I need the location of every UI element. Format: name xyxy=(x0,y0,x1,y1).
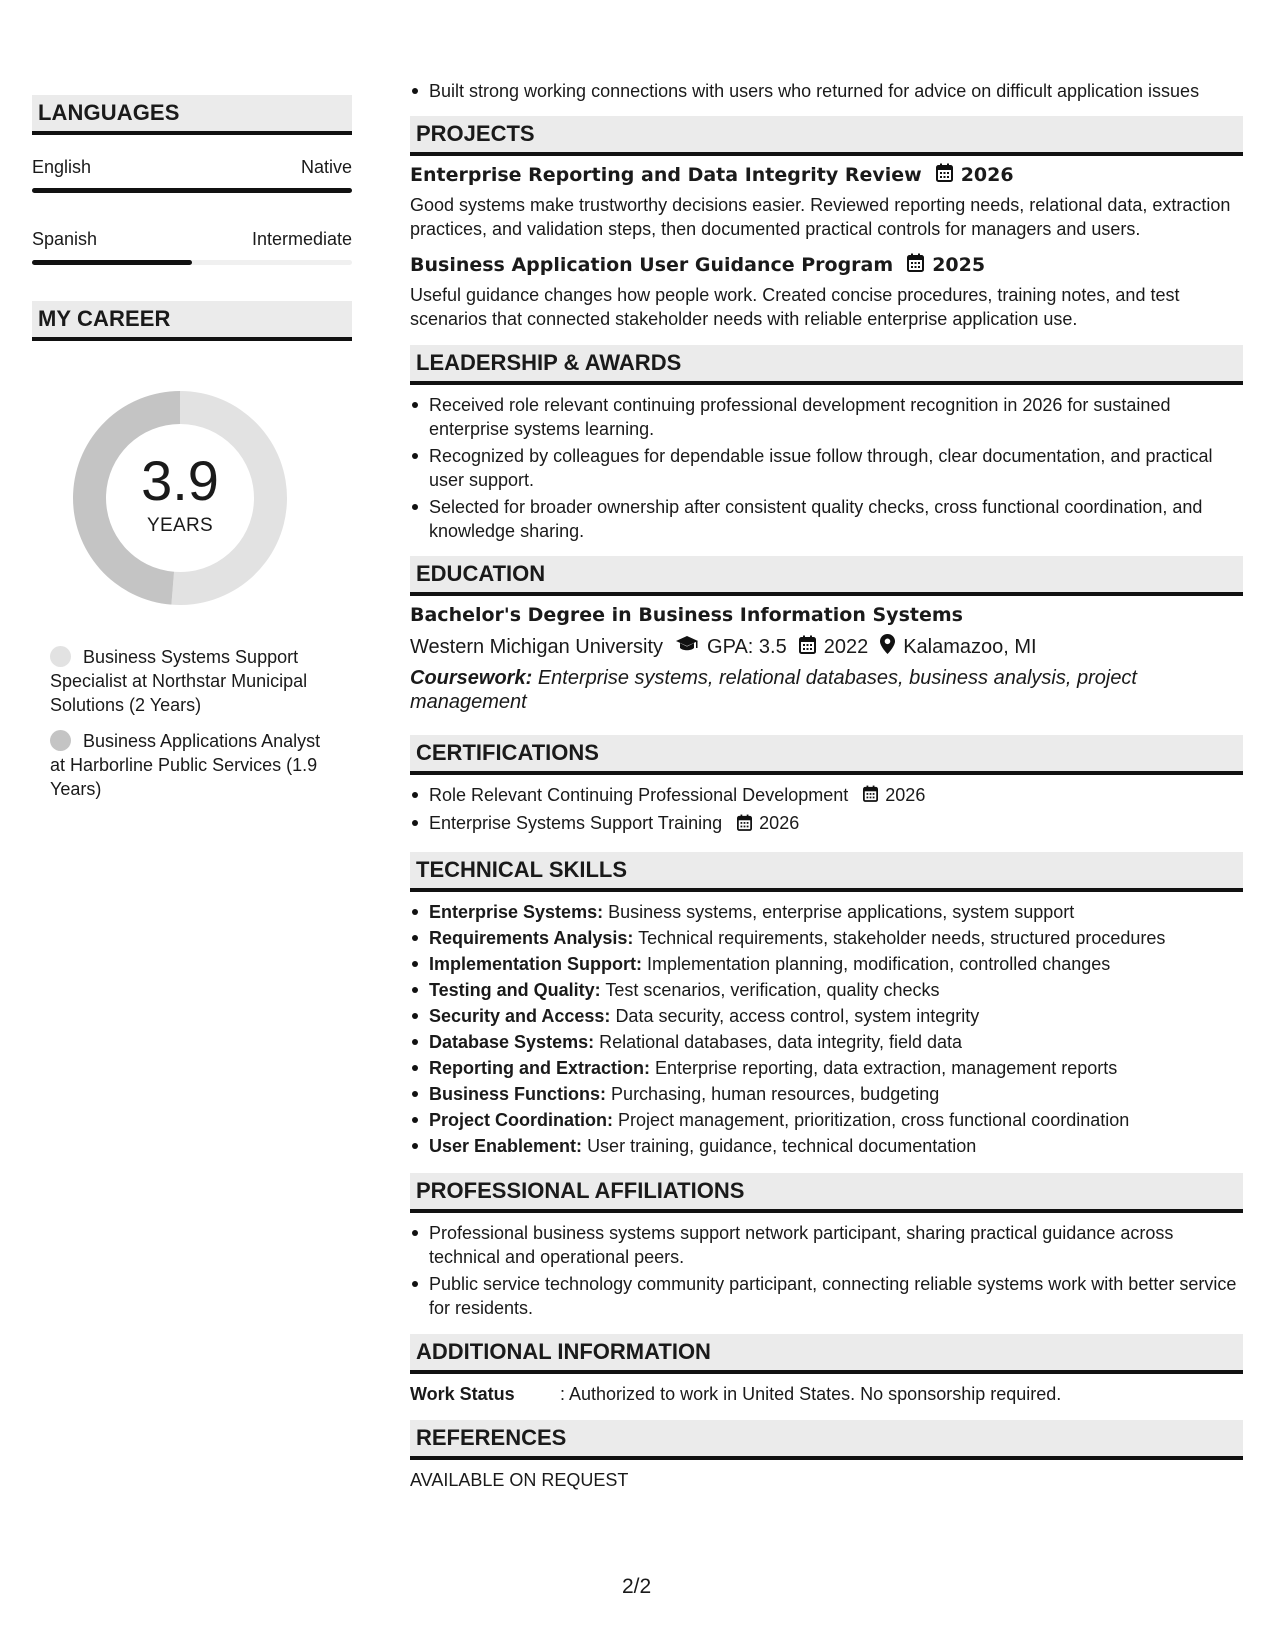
leadership-bullet: Received role relevant continuing professional development recognition in 2026 for sustained enterprise systems learning. xyxy=(410,393,1243,441)
skill-label: Database Systems: xyxy=(429,1031,595,1052)
certifications-list xyxy=(410,783,1243,837)
skill-label: Testing and Quality: xyxy=(429,979,601,1000)
career-total-unit: YEARS xyxy=(147,515,213,536)
coursework-text: Enterprise systems, relational databases, business analysis, project management xyxy=(410,667,1137,713)
leadership-bullet: Recognized by colleagues for dependable issue follow through, clear documentation, and practical user support. xyxy=(410,444,1243,492)
page-number: 2/2 xyxy=(622,1575,652,1598)
project-year: 2026 xyxy=(960,164,1014,186)
education-location: Kalamazoo, MI xyxy=(903,635,1037,658)
skill-item xyxy=(410,1108,1243,1132)
career-legend-item xyxy=(50,645,340,717)
references-text: AVAILABLE ON REQUEST xyxy=(410,1469,629,1490)
certification-name: Enterprise Systems Support Training xyxy=(429,813,723,834)
project-item xyxy=(410,253,1243,331)
skill-label: Enterprise Systems: xyxy=(429,901,604,922)
calendar-icon xyxy=(799,635,816,660)
skill-value: Project management, prioritization, cross functional coordination xyxy=(618,1109,1130,1130)
skill-label: Project Coordination: xyxy=(429,1109,613,1130)
skill-item xyxy=(410,1082,1243,1106)
skill-label: Security and Access: xyxy=(429,1005,611,1026)
skill-label: Business Functions: xyxy=(429,1083,607,1104)
certification-item xyxy=(410,811,1243,836)
project-title: Business Application User Guidance Program xyxy=(410,254,894,276)
leadership-heading: LEADERSHIP & AWARDS xyxy=(410,345,1243,385)
affiliation-bullet: Professional business systems support network participant, sharing practical guidance across technical and operational peers. xyxy=(410,1221,1243,1269)
skill-item xyxy=(410,1004,1243,1028)
skill-value: Technical requirements, stakeholder needs, structured procedures xyxy=(638,927,1166,948)
work-status-row xyxy=(410,1384,1243,1405)
skill-item xyxy=(410,952,1243,976)
education-school: Western Michigan University xyxy=(410,635,664,658)
project-year: 2025 xyxy=(932,254,986,276)
affiliation-bullet: Public service technology community participant, connecting reliable systems work with better service for residents. xyxy=(410,1272,1243,1320)
leadership-list xyxy=(410,393,1243,543)
skill-value: Data security, access control, system integrity xyxy=(615,1005,980,1026)
skill-value: User training, guidance, technical documentation xyxy=(587,1135,977,1156)
language-item xyxy=(32,157,352,193)
affiliations-list xyxy=(410,1221,1243,1320)
career-role-text: Business Systems Support Specialist at Northstar Municipal Solutions (2 Years) xyxy=(50,647,308,715)
language-level: Native xyxy=(300,157,352,177)
certification-year: 2026 xyxy=(885,785,926,805)
skill-label: Requirements Analysis: xyxy=(429,927,634,948)
projects-heading: PROJECTS xyxy=(410,116,1243,156)
skill-label: Implementation Support: xyxy=(429,953,642,974)
certification-year: 2026 xyxy=(759,813,800,834)
education-meta xyxy=(410,634,1243,660)
education-year: 2022 xyxy=(823,635,869,658)
project-description: Useful guidance changes how people work. Created concise procedures, training notes, and test scenarios that connected stakeholder needs with reliable enterprise application use. xyxy=(410,285,1180,329)
calendar-icon xyxy=(936,163,953,187)
education-coursework xyxy=(410,666,1243,714)
graduation-cap-icon xyxy=(675,635,699,659)
skills-heading: TECHNICAL SKILLS xyxy=(410,852,1243,892)
project-item xyxy=(410,163,1243,241)
additional-info-heading: ADDITIONAL INFORMATION xyxy=(410,1334,1243,1374)
skill-item xyxy=(410,900,1243,924)
education-degree: Bachelor's Degree in Business Information Systems xyxy=(410,604,963,626)
career-role-text: Business Applications Analyst at Harborline Public Services (1.9 Years) xyxy=(50,731,321,799)
main-content xyxy=(410,79,1243,1491)
legend-dot-icon xyxy=(50,646,71,667)
skill-label: Reporting and Extraction: xyxy=(429,1057,651,1078)
language-proficiency-fill xyxy=(32,188,352,193)
career-total-value: 3.9 xyxy=(141,449,219,512)
experience-tail-list xyxy=(410,79,1243,103)
skill-item xyxy=(410,1134,1243,1158)
education-gpa: GPA: 3.5 xyxy=(707,635,787,658)
skill-value: Enterprise reporting, data extraction, management reports xyxy=(655,1057,1118,1078)
language-name: Spanish xyxy=(32,229,98,249)
calendar-icon xyxy=(907,253,924,277)
language-proficiency-bar xyxy=(32,260,352,265)
references-heading: REFERENCES xyxy=(410,1420,1243,1460)
language-name: English xyxy=(32,157,92,177)
map-pin-icon xyxy=(880,634,895,660)
leadership-bullet: Selected for broader ownership after consistent quality checks, cross functional coordination, and knowledge sharing. xyxy=(410,495,1243,543)
language-item xyxy=(32,229,352,265)
career-legend-item xyxy=(50,729,340,801)
skill-value: Test scenarios, verification, quality checks xyxy=(605,979,940,1000)
skill-value: Relational databases, data integrity, field data xyxy=(599,1031,963,1052)
affiliations-heading: PROFESSIONAL AFFILIATIONS xyxy=(410,1173,1243,1213)
skill-value: Implementation planning, modification, controlled changes xyxy=(647,953,1111,974)
language-proficiency-fill xyxy=(32,260,192,265)
project-description: Good systems make trustworthy decisions easier. Reviewed reporting needs, relational data, extraction practices, and validation steps, then documented practical controls for managers and users. xyxy=(410,195,1231,239)
skill-value: Business systems, enterprise applications, system support xyxy=(608,901,1075,922)
skill-item xyxy=(410,926,1243,950)
calendar-icon xyxy=(737,813,752,837)
calendar-icon xyxy=(863,784,878,808)
languages-heading: LANGUAGES xyxy=(32,95,352,135)
skill-item xyxy=(410,1030,1243,1054)
project-title: Enterprise Reporting and Data Integrity Review xyxy=(410,164,922,186)
work-status-value: : Authorized to work in United States. No sponsorship required. xyxy=(560,1383,1062,1404)
work-status-label: Work Status xyxy=(410,1383,515,1404)
certification-item xyxy=(410,783,1243,808)
sidebar xyxy=(32,95,352,813)
career-donut-chart xyxy=(67,385,293,611)
language-level: Intermediate xyxy=(251,229,352,249)
language-proficiency-bar xyxy=(32,188,352,193)
skills-list xyxy=(410,900,1243,1158)
education-heading: EDUCATION xyxy=(410,556,1243,596)
career-heading: MY CAREER xyxy=(32,301,352,341)
skill-item xyxy=(410,978,1243,1002)
coursework-label: Coursework: xyxy=(410,667,533,689)
languages-list xyxy=(32,157,352,265)
skill-item xyxy=(410,1056,1243,1080)
career-legend xyxy=(50,645,340,801)
certifications-heading: CERTIFICATIONS xyxy=(410,735,1243,775)
skill-value: Purchasing, human resources, budgeting xyxy=(611,1083,940,1104)
skill-label: User Enablement: xyxy=(429,1135,583,1156)
certification-name: Role Relevant Continuing Professional Development xyxy=(429,785,849,805)
experience-bullet: Built strong working connections with users who returned for advice on difficult application issues xyxy=(410,79,1243,103)
legend-dot-icon xyxy=(50,730,71,751)
